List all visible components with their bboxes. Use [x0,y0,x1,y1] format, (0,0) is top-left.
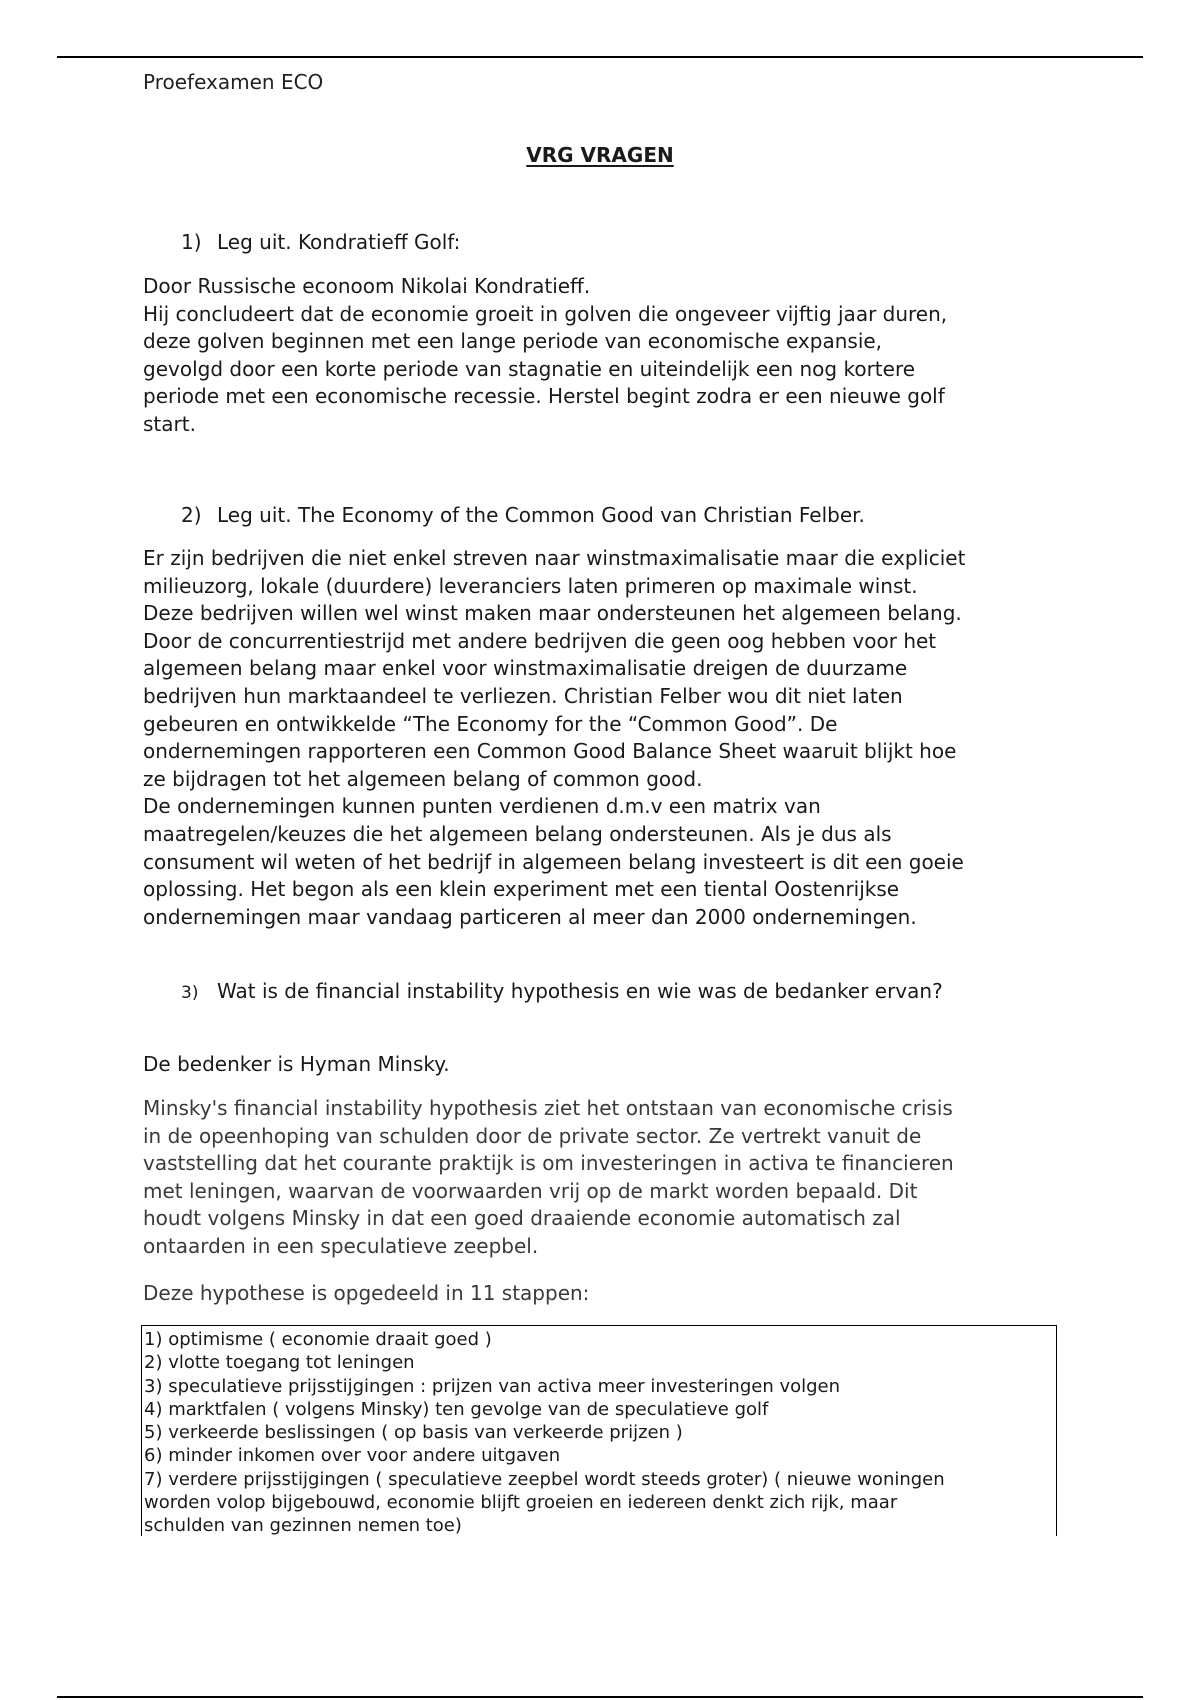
answer-2-line: consument wil weten of het bedrijf in algemeen belang investeert is dit een goeie [143,849,964,874]
answer-2-line: De ondernemingen kunnen punten verdienen d.m.v een matrix van [143,794,821,819]
answer-1-line: gevolgd door een korte periode van stagnatie en uiteindelijk een nog kortere [143,356,916,381]
step-line: 6) minder inkomen over voor andere uitgaven [144,1445,561,1467]
answer-2-line: Er zijn bedrijven die niet enkel streven naar winstmaximalisatie maar die expliciet [143,546,966,570]
document-header: Proefexamen ECO [143,70,324,94]
answer-1 [143,273,1083,439]
answer-1-line: periode met een economische recessie. Herstel begint zodra er een nieuwe golf [143,384,945,409]
step-line: 1) optimisme ( economie draait goed ) [144,1329,492,1350]
answer-3-line: met leningen, waarvan de voorwaarden vrij op de markt worden bepaald. Dit [143,1178,918,1203]
answer-2-line: ondernemingen maar vandaag particeren al meer dan 2000 ondernemingen. [143,904,917,929]
answer-3-inventor-line: De bedenker is Hyman Minsky. [143,1052,450,1076]
answer-2-line: milieuzorg, lokale (duurdere) leveranciers laten primeren op maximale winst. [143,573,918,598]
answer-3-line: houdt volgens Minsky in dat een goed draaiende economie automatisch zal [143,1206,901,1231]
step-line: 3) speculatieve prijsstijgingen : prijzen van activa meer investeringen volgen [144,1375,841,1397]
step-line: 4) marktfalen ( volgens Minsky) ten gevolge van de speculatieve golf [144,1398,769,1420]
step-line: 5) verkeerde beslissingen ( op basis van verkeerde prijzen ) [144,1422,683,1444]
answer-1-line: deze golven beginnen met een lange periode van economische expansie, [143,329,883,354]
question-1 [181,230,460,254]
question-2-text: Leg uit. The Economy of the Common Good van Christian Felber. [217,503,865,527]
step-line: 2) vlotte toegang tot leningen [144,1352,415,1374]
answer-3-explanation [143,1095,1083,1261]
answer-2-line: Deze bedrijven willen wel winst maken maar ondersteunen het algemeen belang. [143,601,962,626]
answer-1-line: start. [143,411,196,436]
question-1-text: Leg uit. Kondratieff Golf: [217,230,461,254]
answer-2-line: bedrijven hun marktaandeel te verliezen. Christian Felber wou dit niet laten [143,683,903,708]
question-2-number: 2) [181,503,202,527]
answer-2-line: Door de concurrentiestrijd met andere bedrijven die geen oog hebben voor het [143,628,937,653]
steps-intro-line: Deze hypothese is opgedeeld in 11 stappen: [143,1281,590,1305]
answer-3-line: Minsky's financial instability hypothesis ziet het ontstaan van economische crisis [143,1096,953,1120]
bottom-rule [57,1696,1143,1698]
answer-1-line: Door Russische econoom Nikolai Kondratieff. [143,274,591,298]
answer-2-line: maatregelen/keuzes die het algemeen belang ondersteunen. Als je dus als [143,821,892,846]
question-3 [181,979,943,1003]
answer-3-line: vaststelling dat het courante praktijk is om investeringen in activa te financieren [143,1151,954,1176]
answer-2-line: algemeen belang maar enkel voor winstmaximalisatie dreigen de duurzame [143,656,908,681]
question-2 [181,503,865,527]
answer-1-line: Hij concludeert dat de economie groeit in golven die ongeveer vijftig jaar duren, [143,301,948,326]
answer-2-line: ze bijdragen tot het algemeen belang of common good. [143,766,703,791]
question-1-number: 1) [181,230,202,254]
answer-2-line: oplossing. Het begon als een klein experiment met een tiental Oostenrijkse [143,877,900,902]
page-title: VRG VRAGEN [526,143,674,167]
answer-3-line: ontaarden in een speculatieve zeepbel. [143,1233,539,1258]
answer-2-line: ondernemingen rapporteren een Common Good Balance Sheet waaruit blijkt hoe [143,739,957,764]
answer-2 [143,545,1083,931]
answer-3-inventor [143,1051,1083,1079]
step-line: worden volop bijgebouwd, economie blijft groeien en iedereen denkt zich rijk, maar [144,1492,898,1514]
question-3-number: 3) [181,983,199,1003]
top-rule [57,56,1143,58]
steps-box [141,1325,1057,1536]
answer-3-line: in de opeenhoping van schulden door de private sector. Ze vertrekt vanuit de [143,1123,922,1148]
step-line: schulden van gezinnen nemen toe) [144,1515,462,1536]
answer-2-line: gebeuren en ontwikkelde “The Economy for the “Common Good”. De [143,711,838,736]
step-line: 7) verdere prijsstijgingen ( speculatieve zeepbel wordt steeds groter) ( nieuwe woningen [144,1468,945,1490]
question-3-text: Wat is de financial instability hypothesis en wie was de bedanker ervan? [217,979,943,1003]
steps-intro [143,1280,1083,1308]
